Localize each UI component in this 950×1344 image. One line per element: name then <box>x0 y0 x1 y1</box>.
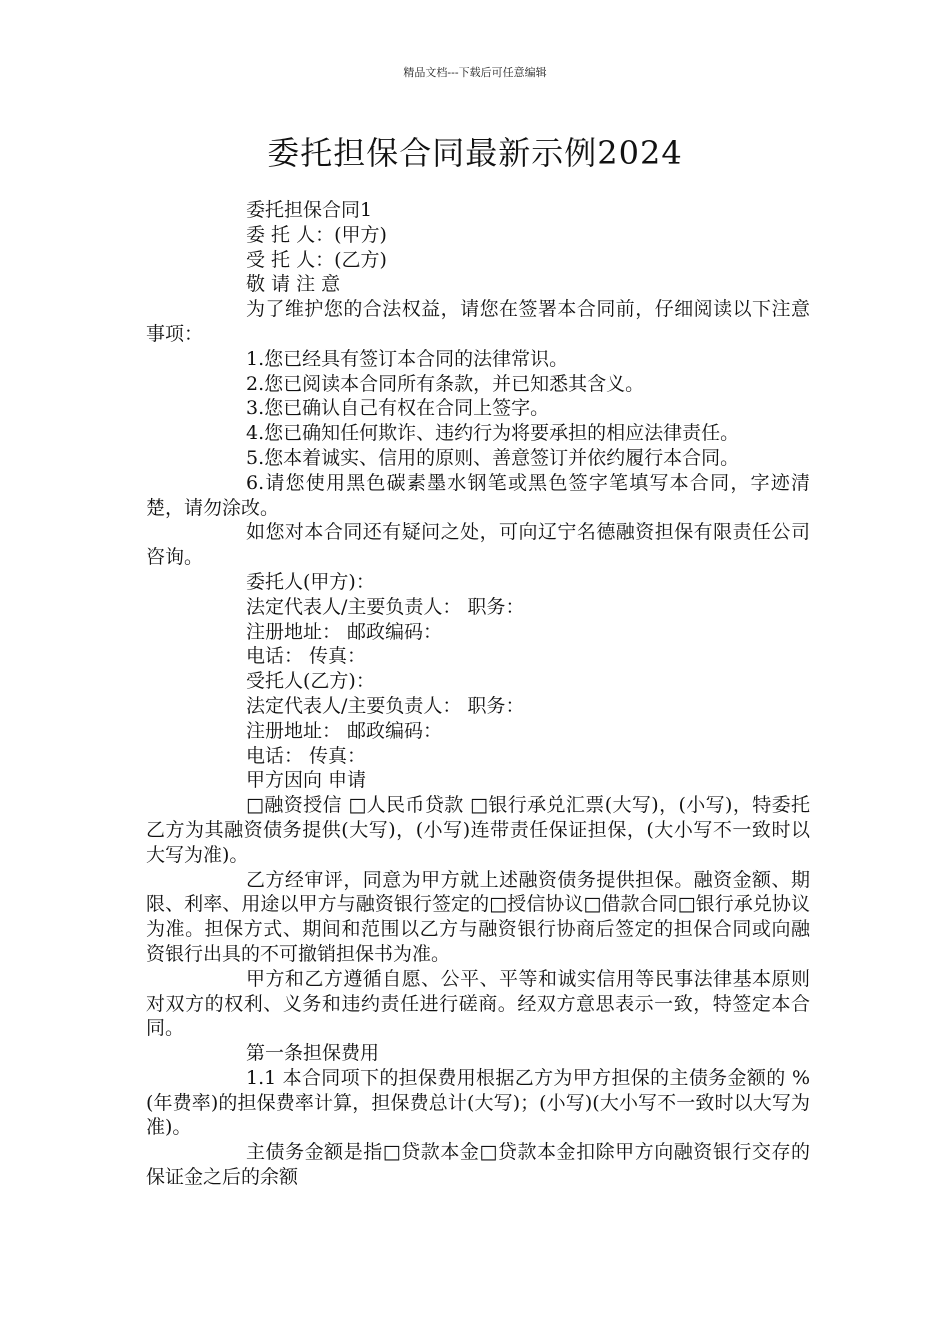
party-b-heading: 受托人(乙方)： <box>246 670 375 693</box>
contract-subtitle: 委托担保合同1 <box>246 199 373 221</box>
notice-item: 1.您已经具有签订本合同的法律常识。 <box>246 347 569 370</box>
party-b-representative: 法定代表人/主要负责人： 职务： <box>246 694 525 717</box>
notice-item: 6.请您使用黑色碳素墨水钢笔或黑色签字笔填写本合同，字迹清楚，请勿涂改。 <box>146 471 810 519</box>
principal-definition-paragraph: 主债务金额是指□贷款本金□贷款本金扣除甲方向融资银行交存的保证金之后的余额 <box>146 1141 810 1189</box>
party-a-address: 注册地址： 邮政编码： <box>246 620 443 643</box>
page-header: 精品文档---下载后可任意编辑 <box>403 66 547 79</box>
notice-item: 2.您已阅读本合同所有条款，并已知悉其含义。 <box>246 372 645 395</box>
notice-item: 5.您本着诚实、信用的原则、善意签订并依约履行本合同。 <box>246 446 740 469</box>
party-b-phone: 电话： 传真： <box>246 744 367 767</box>
article-1-1-paragraph: 1.1 本合同项下的担保费用根据乙方为甲方担保的主债务金额的 %(年费率)的担保费率计算，担保费总计(大写)；(小写)(大小写不一致时以大写为准)。 <box>146 1066 810 1139</box>
party-a-phone: 电话： 传真： <box>246 645 367 668</box>
notice-item: 4.您已确知任何欺诈、违约行为将要承担的相应法律责任。 <box>246 422 740 445</box>
principles-paragraph: 甲方和乙方遵循自愿、公平、平等和诚实信用等民事法律基本原则对双方的权利、义务和违约责任进行磋商。经双方意思表示一致，特签定本合同。 <box>146 967 810 1040</box>
document-body <box>146 198 810 1190</box>
inquiry-paragraph: 如您对本合同还有疑问之处，可向辽宁名德融资担保有限责任公司咨询。 <box>146 521 810 569</box>
article-1-heading: 第一条担保费用 <box>246 1042 380 1065</box>
notice-intro: 为了维护您的合法权益，请您在签署本合同前，仔细阅读以下注意事项： <box>146 298 810 345</box>
financing-options-paragraph: □融资授信 □人民币贷款 □银行承兑汇票(大写)，(小写)，特委托乙方为其融资债务提供(大写)，(小写)连带责任保证担保，(大小写不一致时以大写为准)。 <box>146 794 810 866</box>
document-title: 委托担保合同最新示例2024 <box>267 134 683 172</box>
notice-item: 3.您已确认自己有权在合同上签字。 <box>246 397 550 420</box>
notice-heading: 敬 请 注 意 <box>246 273 341 296</box>
party-b-address: 注册地址： 邮政编码： <box>246 719 443 742</box>
application-line: 甲方因向 申请 <box>246 769 367 792</box>
party-a-representative: 法定代表人/主要负责人： 职务： <box>246 595 525 618</box>
review-paragraph: 乙方经审评，同意为甲方就上述融资债务提供担保。融资金额、期限、利率、用途以甲方与融资银行签定的□授信协议□借款合同□银行承兑协议为准。担保方式、期间和范围以乙方与融资银行协商后签定的担保合同或向融资银行出具的不可撤销担保书为准。 <box>146 868 810 965</box>
party-a-heading: 委托人(甲方)： <box>246 570 375 593</box>
party-a-line: 委 托 人：(甲方) <box>246 223 387 246</box>
party-b-line: 受 托 人：(乙方) <box>246 248 387 271</box>
